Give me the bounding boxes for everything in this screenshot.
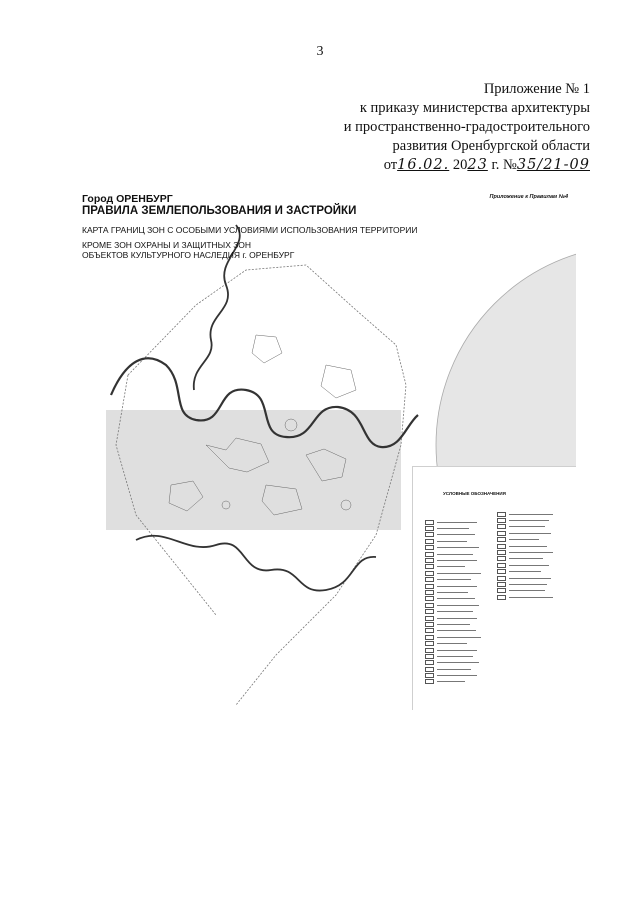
appendix-region-line: развития Оренбургской области (392, 138, 590, 154)
legend-swatch (497, 524, 506, 529)
legend-swatch (425, 667, 434, 672)
year-prefix: 20 (452, 157, 468, 173)
legend-swatch (425, 628, 434, 633)
page-number: 3 (316, 44, 324, 59)
legend-swatch (425, 564, 434, 569)
map-subtitle-exclusion (82, 240, 418, 260)
legend-swatch (497, 544, 506, 549)
legend-swatch (425, 590, 434, 595)
appendix-order-line: к приказу министерства архитектуры (359, 100, 590, 116)
date-prefix: от (383, 157, 398, 173)
legend-swatch (497, 531, 506, 536)
legend-swatch (425, 616, 434, 621)
map-legend (412, 466, 576, 710)
map-header (82, 193, 418, 260)
legend-swatch (425, 635, 434, 640)
map-subtitle: КАРТА ГРАНИЦ ЗОН С ОСОБЫМИ УСЛОВИЯМИ ИСПОЛЬЗОВАНИЯ ТЕРРИТОРИИ (82, 225, 418, 235)
legend-swatch (497, 582, 506, 587)
appendix-date-line (344, 156, 590, 175)
map-subtitle-exclusion-line1: КРОМЕ ЗОН ОХРАНЫ И ЗАЩИТНЫХ ЗОН (82, 240, 252, 250)
legend-swatch (497, 569, 506, 574)
legend-swatch (425, 539, 434, 544)
legend-swatch (425, 679, 434, 684)
legend-swatch (425, 654, 434, 659)
legend-swatch (425, 603, 434, 608)
legend-swatch (497, 576, 506, 581)
legend-column-left (425, 519, 481, 685)
appendix-title: Приложение № 1 (483, 81, 590, 97)
appendix-ministry-line: и пространственно-градостроительного (343, 119, 590, 135)
year-suffix: 23 (467, 157, 488, 173)
legend-swatch (425, 596, 434, 601)
legend-swatch (425, 660, 434, 665)
legend-swatch (425, 577, 434, 582)
legend-swatch (497, 518, 506, 523)
legend-swatch (425, 558, 434, 563)
order-number: 35/21-09 (516, 157, 590, 173)
map-sheet (76, 185, 576, 710)
legend-swatch (497, 537, 506, 542)
map-city-title: Город ОРЕНБУРГ (82, 193, 173, 205)
legend-column-right (497, 511, 553, 600)
river-lower (136, 536, 376, 591)
date-day: 16.02. (397, 157, 450, 173)
map-protection-band (106, 410, 401, 530)
legend-swatch (497, 512, 506, 517)
legend-swatch (497, 588, 506, 593)
legend-swatch (425, 545, 434, 550)
legend-swatch (425, 622, 434, 627)
legend-swatch (497, 550, 506, 555)
legend-swatch (425, 584, 434, 589)
legend-swatch (425, 520, 434, 525)
appendix-block (344, 80, 590, 175)
legend-swatch (425, 673, 434, 678)
legend-swatch (425, 641, 434, 646)
year-label: г. (491, 157, 500, 173)
legend-swatch (497, 563, 506, 568)
legend-swatch (497, 595, 506, 600)
legend-swatch (425, 571, 434, 576)
legend-swatch (425, 526, 434, 531)
legend-swatch (425, 532, 434, 537)
legend-swatch (425, 552, 434, 557)
legend-swatch (425, 648, 434, 653)
legend-swatch (425, 609, 434, 614)
number-label: № (503, 157, 517, 173)
map-annex-label: Приложение к Правилам №4 (489, 194, 568, 200)
map-subtitle-exclusion-line2: ОБЪЕКТОВ КУЛЬТУРНОГО НАСЛЕДИЯ г. ОРЕНБУРГ (82, 250, 295, 260)
legend-title: УСЛОВНЫЕ ОБОЗНАЧЕНИЯ (443, 491, 506, 496)
legend-swatch (497, 556, 506, 561)
map-rules-title: ПРАВИЛА ЗЕМЛЕПОЛЬЗОВАНИЯ И ЗАСТРОЙКИ (82, 205, 357, 217)
